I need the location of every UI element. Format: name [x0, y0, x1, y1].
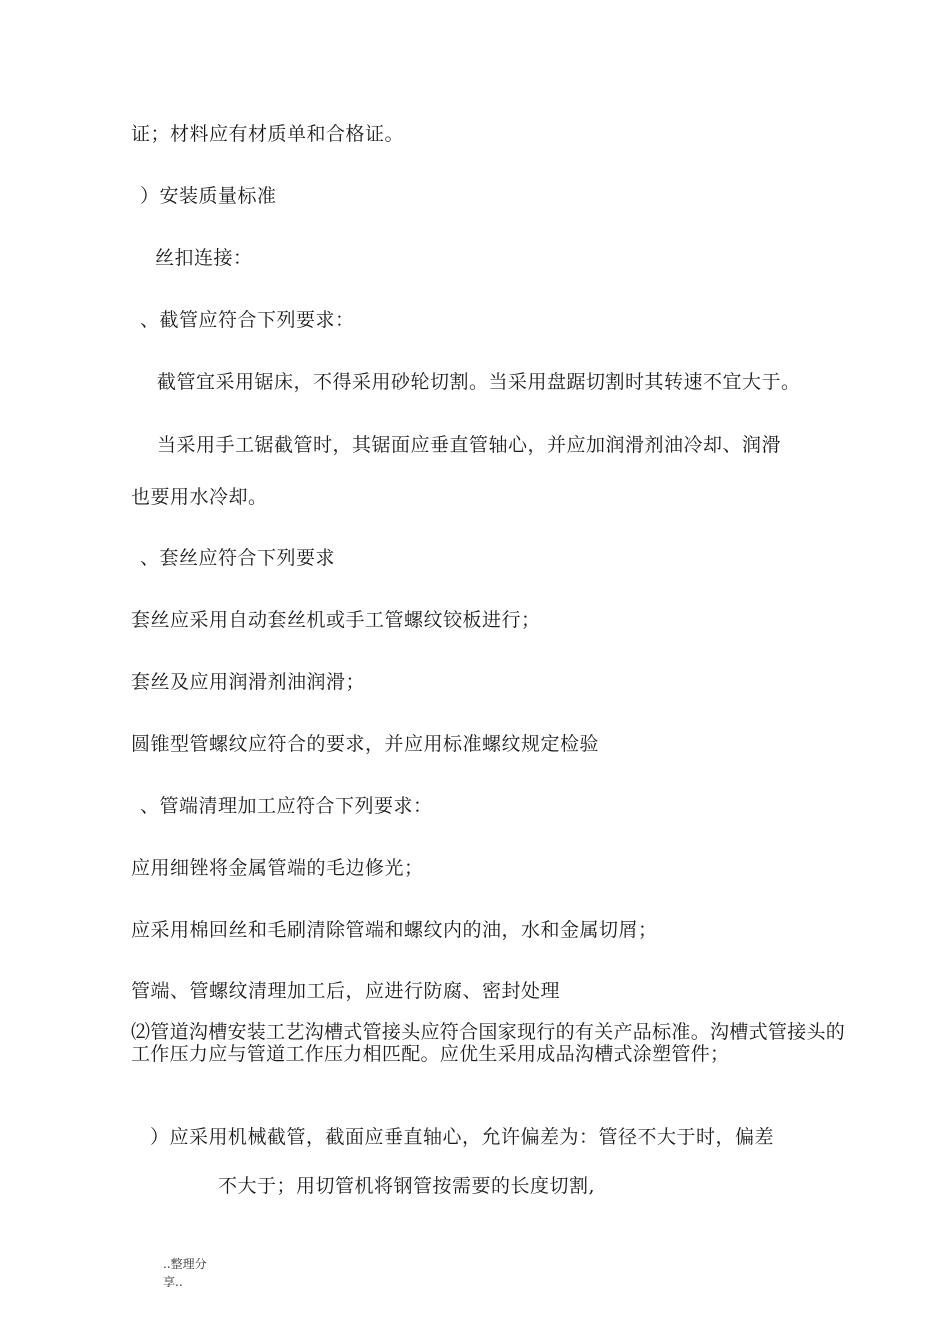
text-line-8: 、套丝应符合下列要求	[140, 547, 336, 569]
text-line-11: 圆锥型管螺纹应符合的要求，并应用标准螺纹规定检验	[131, 733, 600, 755]
text-line-6: 当采用手工锯截管时，其锯面应垂直管轴心，并应加润滑剂油冷却、润滑	[157, 434, 782, 456]
text-line-5: 截管宜采用锯床，不得采用砂轮切割。当采用盘踞切割时其转速不宜大于。	[157, 371, 801, 393]
text-line-18: 不大于；用切管机将钢管按需要的长度切割,	[218, 1175, 596, 1197]
text-line-14: 应采用棉回丝和毛刷清除管端和螺纹内的油，水和金属切屑；	[131, 919, 658, 941]
text-line-3: 丝扣连接：	[155, 247, 253, 269]
text-line-2: ）安装质量标准	[140, 185, 277, 207]
text-line-13: 应用细锉将金属管端的毛边修光；	[131, 857, 424, 879]
text-paragraph-grooved: ⑵管道沟槽安装工艺沟槽式管接头应符合国家现行的有关产品标准。沟槽式管接头的工作压力应与管道工作压力相匹配。应优生采用成品沟槽式涂塑管件；	[131, 1021, 846, 1065]
text-line-10: 套丝及应用润滑剂油润滑；	[131, 671, 366, 693]
text-line-4: 、截管应符合下列要求：	[140, 309, 355, 331]
text-line-17: ）应采用机械截管，截面应垂直轴心，允许偏差为：管径不大于时，偏差	[150, 1126, 775, 1148]
text-line-7: 也要用水冷却。	[131, 486, 268, 508]
text-line-9: 套丝应采用自动套丝机或手工管螺纹铰板进行；	[131, 609, 541, 631]
text-line-15: 管端、管螺纹清理加工后，应进行防腐、密封处理	[131, 980, 561, 1002]
page-footer: ..整理分享..	[163, 1257, 207, 1289]
text-line-12: 、管端清理加工应符合下列要求：	[140, 795, 433, 817]
text-line-1: 证；材料应有材质单和合格证。	[131, 123, 405, 145]
